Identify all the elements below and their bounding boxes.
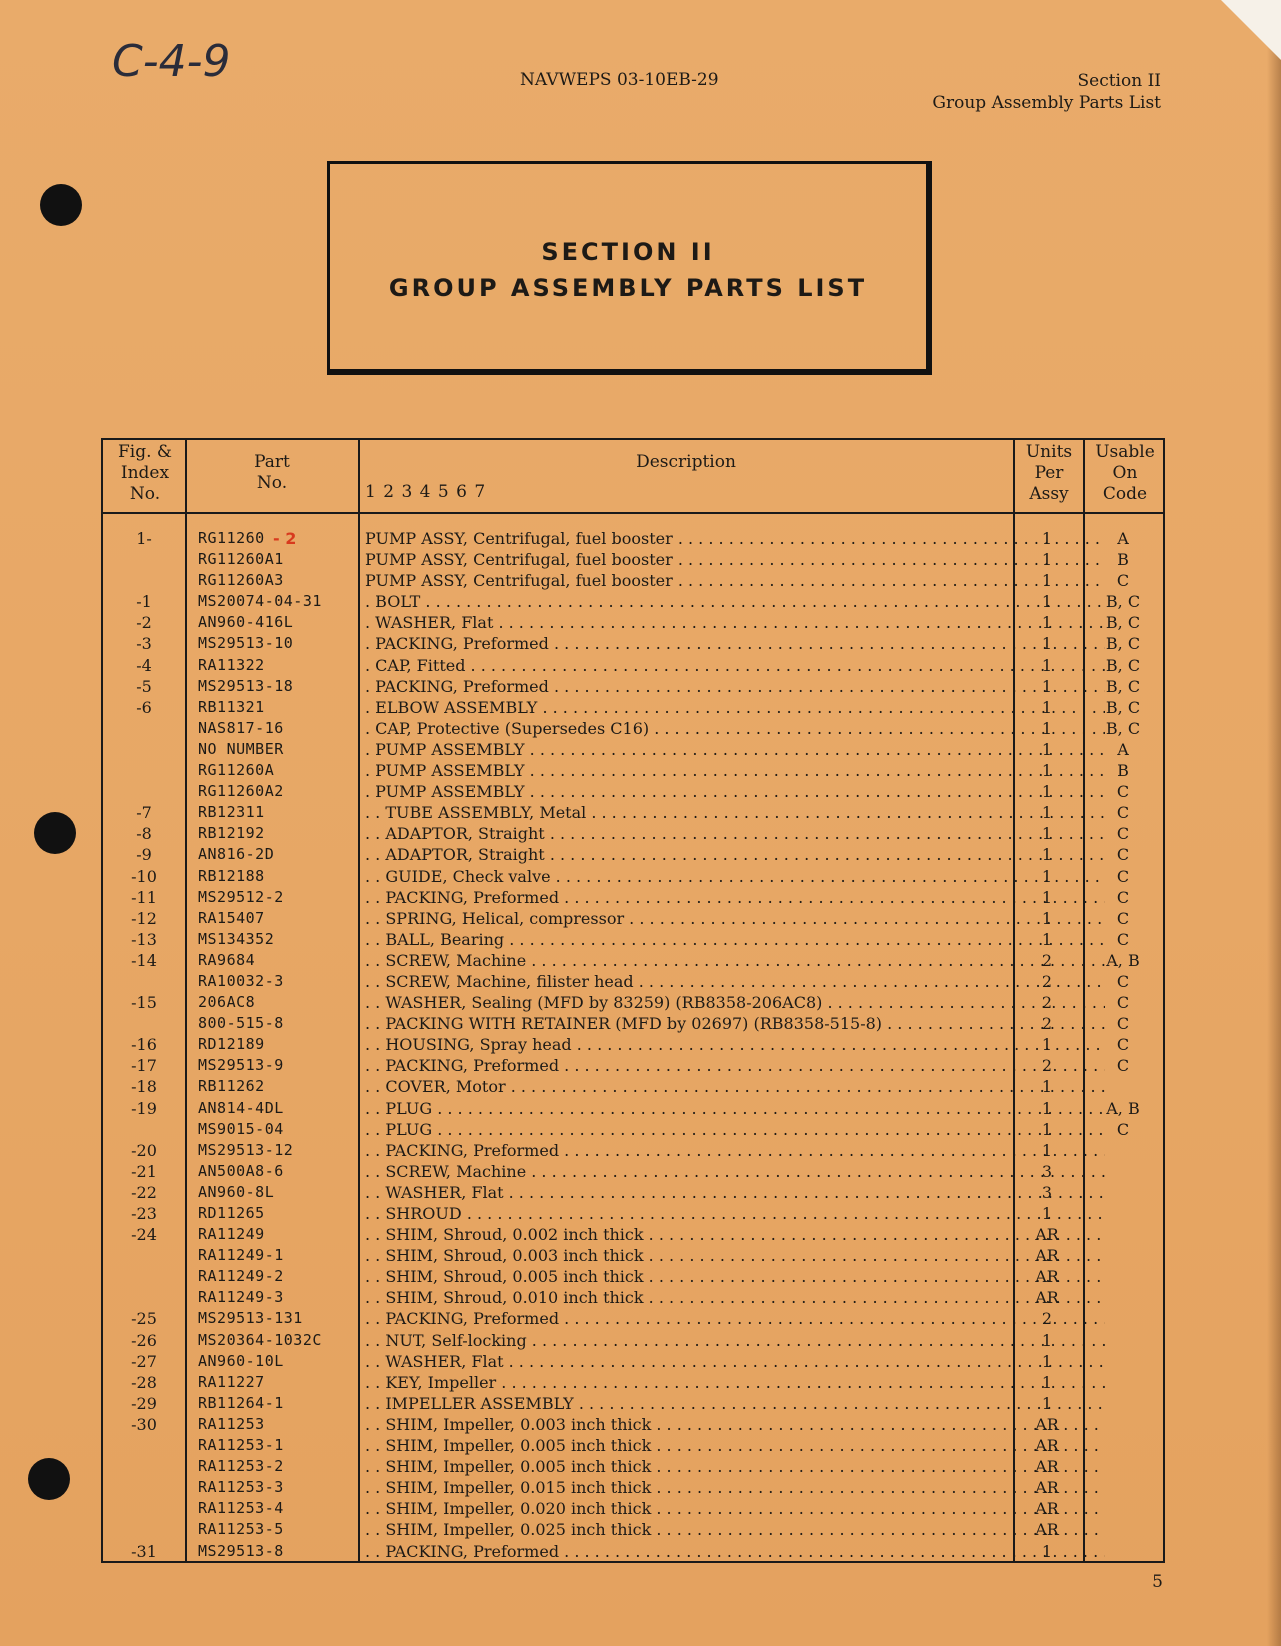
units-cell: 1 [1041, 1372, 1053, 1392]
description-cell: PUMP ASSY, Centrifugal, fuel booster . . . [365, 528, 1105, 549]
index-cell: -12 [131, 908, 157, 928]
index-cell: -25 [131, 1309, 157, 1329]
table-body [103, 528, 1163, 1562]
table-row [103, 1308, 1163, 1329]
usable-code-cell: C [1116, 1035, 1130, 1055]
description-cell: . . ADAPTOR, Straight . . . [365, 844, 1105, 865]
description-cell: . . SHIM, Impeller, 0.005 inch thick . . . [365, 1435, 1105, 1456]
description-cell: . . PACKING, Preformed . . . [365, 1055, 1105, 1076]
index-cell: -8 [136, 824, 152, 844]
description-cell: . . KEY, Impeller . . . [365, 1372, 1105, 1393]
usable-code-cell: C [1116, 929, 1130, 949]
table-row [103, 950, 1163, 971]
units-cell: 1 [1041, 655, 1053, 675]
header-units: Units Per Assy [1025, 442, 1073, 504]
index-cell: -3 [136, 634, 152, 654]
page-number: 5 [1152, 1572, 1163, 1592]
units-cell: 1 [1041, 676, 1053, 696]
usable-code-cell: B [1117, 550, 1129, 570]
index-cell: -9 [136, 845, 152, 865]
part-number-cell: RB11321 [198, 697, 265, 716]
part-number-cell: MS29513-9 [198, 1056, 284, 1075]
units-cell: 1 [1041, 866, 1053, 886]
index-cell: -28 [131, 1372, 157, 1392]
table-row [103, 1076, 1163, 1097]
table-row [103, 1182, 1163, 1203]
part-number-cell: RA11253-2 [198, 1457, 284, 1476]
table-row [103, 802, 1163, 823]
index-cell: -31 [131, 1541, 157, 1561]
index-cell: -24 [131, 1225, 157, 1245]
index-cell: -13 [131, 929, 157, 949]
units-cell: 1 [1041, 929, 1053, 949]
table-row [103, 823, 1163, 844]
index-cell: -18 [131, 1077, 157, 1097]
description-cell: . . PACKING, Preformed . . . [365, 887, 1105, 908]
part-number-cell: MS29513-8 [198, 1541, 284, 1560]
usable-code-cell: A, B [1106, 1098, 1140, 1118]
description-cell: . PACKING, Preformed . . . [365, 676, 1105, 697]
table-row [103, 1330, 1163, 1351]
units-cell: AR [1035, 1225, 1059, 1245]
table-row [103, 760, 1163, 781]
description-cell: . . SHIM, Shroud, 0.010 inch thick . . . [365, 1287, 1105, 1308]
units-cell: 1 [1041, 803, 1053, 823]
table-row [103, 1372, 1163, 1393]
table-row [103, 1203, 1163, 1224]
description-cell: . . NUT, Self-locking . . . [365, 1330, 1105, 1351]
part-number-cell: RD11265 [198, 1204, 265, 1222]
header-divider [103, 512, 1163, 514]
table-row [103, 1541, 1163, 1562]
description-cell: . . ADAPTOR, Straight . . . [365, 823, 1105, 844]
description-cell: . . IMPELLER ASSEMBLY . . . [365, 1393, 1105, 1414]
description-cell: . . SPRING, Helical, compressor . . . [365, 908, 1105, 929]
units-cell: 2 [1041, 950, 1053, 970]
part-number-cell: RB12192 [198, 824, 265, 843]
usable-code-cell: C [1116, 993, 1130, 1013]
units-cell: 1 [1041, 782, 1053, 802]
index-cell: -27 [131, 1351, 157, 1371]
units-cell: AR [1035, 1288, 1059, 1308]
units-cell: 1 [1041, 1351, 1053, 1371]
table-row [103, 1034, 1163, 1055]
table-row [103, 655, 1163, 676]
part-number-cell: AN960-8L [198, 1182, 275, 1201]
table-row [103, 1287, 1163, 1308]
units-cell: AR [1035, 1499, 1059, 1519]
part-number-cell: MS29513-18 [198, 676, 294, 695]
header-index: Fig. & Index No. [117, 442, 173, 504]
table-row [103, 1013, 1163, 1034]
part-number-cell: RA11322 [198, 655, 265, 674]
description-cell: PUMP ASSY, Centrifugal, fuel booster . . . [365, 570, 1105, 591]
index-cell: -15 [131, 993, 157, 1013]
index-cell: -21 [131, 1161, 157, 1181]
table-row [103, 739, 1163, 760]
part-number-cell: RB11262 [198, 1077, 265, 1096]
description-cell: . . PLUG . . . [365, 1119, 1105, 1140]
index-cell: -16 [131, 1035, 157, 1055]
page-edge-shadow [1267, 0, 1281, 1646]
table-row [103, 1140, 1163, 1161]
table-row [103, 1519, 1163, 1540]
part-number-cell: RD12189 [198, 1035, 265, 1054]
index-cell: -6 [136, 697, 152, 717]
table-row [103, 781, 1163, 802]
usable-code-cell: B, C [1105, 676, 1141, 696]
description-cell: . . TUBE ASSEMBLY, Metal . . . [365, 802, 1105, 823]
usable-code-cell: B [1117, 761, 1129, 781]
part-number-cell: RB12188 [198, 866, 265, 885]
units-cell: 1 [1041, 1140, 1053, 1160]
usable-code-cell: C [1116, 887, 1130, 907]
table-row [103, 528, 1163, 549]
table-row [103, 971, 1163, 992]
table-row [103, 633, 1163, 654]
description-cell: . PUMP ASSEMBLY . . . [365, 760, 1105, 781]
table-row [103, 1224, 1163, 1245]
part-number-cell: RA11253-3 [198, 1478, 284, 1497]
part-number-cell: MS134352 [198, 929, 275, 948]
index-cell: -7 [136, 803, 152, 823]
table-row [103, 697, 1163, 718]
table-row [103, 1393, 1163, 1414]
description-cell: . WASHER, Flat . . . [365, 612, 1105, 633]
handwritten-suffix: - 2 [273, 529, 297, 548]
units-cell: 1 [1041, 1393, 1053, 1413]
index-cell: -23 [131, 1204, 157, 1223]
units-cell: 1 [1041, 697, 1053, 717]
part-number-cell: RG11260A2 [198, 782, 284, 801]
index-cell: -10 [131, 866, 157, 886]
units-cell: 1 [1041, 761, 1053, 781]
table-row [103, 1435, 1163, 1456]
table-row [103, 908, 1163, 929]
description-cell: . CAP, Protective (Supersedes C16) . . . [365, 718, 1105, 739]
table-row [103, 1055, 1163, 1076]
description-cell: . . SCREW, Machine, filister head . . . [365, 971, 1105, 992]
part-number-cell: AN816-2D [198, 845, 275, 864]
index-cell: -1 [136, 592, 152, 612]
units-cell: AR [1035, 1246, 1059, 1266]
header-part: Part No. [254, 452, 290, 493]
table-row [103, 1119, 1163, 1140]
table-row [103, 718, 1163, 739]
description-cell: . . SHIM, Shroud, 0.002 inch thick . . . [365, 1224, 1105, 1245]
units-cell: 2 [1041, 1309, 1053, 1329]
description-cell: . . PACKING, Preformed . . . [365, 1308, 1105, 1329]
units-cell: 1 [1041, 550, 1053, 570]
description-cell: . . SHIM, Impeller, 0.015 inch thick . . . [365, 1477, 1105, 1498]
description-cell: . BOLT . . . [365, 591, 1105, 612]
units-cell: 1 [1041, 592, 1053, 612]
description-cell: . ELBOW ASSEMBLY . . . [365, 697, 1105, 718]
units-cell: AR [1035, 1520, 1059, 1540]
units-cell: 1 [1041, 529, 1053, 548]
binder-hole [28, 1458, 70, 1500]
description-cell: . . SHIM, Impeller, 0.020 inch thick . . . [365, 1498, 1105, 1519]
description-cell: . . SHIM, Impeller, 0.003 inch thick . . . [365, 1414, 1105, 1435]
table-row [103, 612, 1163, 633]
description-cell: . . PACKING WITH RETAINER (MFD by 02697) (RB8358-515-8) . . . [365, 1013, 1105, 1034]
units-cell: 2 [1041, 993, 1053, 1013]
units-cell: 3 [1041, 1182, 1053, 1202]
usable-code-cell: B, C [1105, 613, 1141, 633]
part-number-cell: RB12311 [198, 803, 265, 822]
part-number-cell: RA11249-2 [198, 1267, 284, 1286]
usable-code-cell: C [1116, 824, 1130, 844]
usable-code-cell: C [1116, 971, 1130, 991]
part-number-cell: MS29513-10 [198, 634, 294, 653]
usable-code-cell: A [1117, 529, 1129, 548]
folded-corner [1221, 0, 1281, 60]
description-cell: . . WASHER, Sealing (MFD by 83259) (RB8358-206AC8) . . . [365, 992, 1105, 1013]
units-cell: 1 [1041, 845, 1053, 865]
index-cell: -2 [136, 613, 152, 633]
index-cell: -22 [131, 1182, 157, 1202]
usable-code-cell: A [1117, 739, 1129, 759]
index-cell: -14 [131, 950, 157, 970]
description-cell: . . SHROUD . . . [365, 1203, 1105, 1224]
description-cell: . . SHIM, Impeller, 0.005 inch thick . . . [365, 1456, 1105, 1477]
part-number-cell: RA11253-5 [198, 1520, 284, 1539]
units-cell: 1 [1041, 739, 1053, 759]
usable-code-cell: B, C [1105, 655, 1141, 675]
description-cell: PUMP ASSY, Centrifugal, fuel booster . . . [365, 549, 1105, 570]
index-cell: -19 [131, 1098, 157, 1118]
units-cell: 1 [1041, 824, 1053, 844]
section-title: SECTION II [541, 238, 715, 266]
description-cell: . . SCREW, Machine . . . [365, 950, 1105, 971]
part-number-cell: RA11253 [198, 1414, 265, 1433]
units-cell: 1 [1041, 634, 1053, 654]
units-cell: 2 [1041, 1014, 1053, 1034]
description-cell: . PACKING, Preformed . . . [365, 633, 1105, 654]
index-cell: 1- [136, 529, 152, 548]
units-cell: 1 [1041, 613, 1053, 633]
part-number-cell: RG11260 [198, 529, 265, 547]
section-header [932, 70, 1161, 114]
part-number-cell: MS29513-131 [198, 1309, 303, 1328]
part-number-cell: RA11249-3 [198, 1288, 284, 1307]
units-cell: 1 [1041, 1035, 1053, 1055]
units-cell: AR [1035, 1436, 1059, 1456]
units-cell: AR [1035, 1414, 1059, 1434]
description-cell: . CAP, Fitted . . . [365, 655, 1105, 676]
table-row [103, 929, 1163, 950]
table-row [103, 570, 1163, 591]
usable-code-cell: C [1116, 803, 1130, 823]
index-cell: -29 [131, 1393, 157, 1413]
index-cell: -11 [131, 887, 157, 907]
table-row [103, 1498, 1163, 1519]
table-row [103, 1351, 1163, 1372]
usable-code-cell: C [1116, 908, 1130, 928]
description-cell: . . GUIDE, Check valve . . . [365, 866, 1105, 887]
description-cell: . . WASHER, Flat . . . [365, 1182, 1105, 1203]
parts-list-table [101, 438, 1165, 1563]
document-number: NAVWEPS 03-10EB-29 [520, 70, 719, 90]
part-number-cell: MS20074-04-31 [198, 592, 322, 611]
table-row [103, 549, 1163, 570]
table-row [103, 1414, 1163, 1435]
part-number-cell: RA9684 [198, 950, 256, 969]
binder-hole [34, 812, 76, 854]
table-row [103, 866, 1163, 887]
table-row [103, 1456, 1163, 1477]
description-cell: . PUMP ASSEMBLY . . . [365, 739, 1105, 760]
usable-code-cell: A, B [1106, 950, 1140, 970]
units-cell: 1 [1041, 908, 1053, 928]
part-number-cell: MS29512-2 [198, 887, 284, 906]
binder-hole [40, 184, 82, 226]
units-cell: 1 [1041, 571, 1053, 591]
description-cell: . . HOUSING, Spray head . . . [365, 1034, 1105, 1055]
table-row [103, 1161, 1163, 1182]
part-number-cell: AN814-4DL [198, 1098, 284, 1117]
part-number-cell: 800-515-8 [198, 1014, 284, 1033]
units-cell: 2 [1041, 1056, 1053, 1076]
header-code: Usable On Code [1095, 442, 1155, 504]
table-row [103, 591, 1163, 612]
table-row [103, 1245, 1163, 1266]
units-cell: 1 [1041, 1119, 1053, 1139]
description-cell: . . SHIM, Shroud, 0.003 inch thick . . . [365, 1245, 1105, 1266]
units-cell: AR [1035, 1478, 1059, 1498]
description-cell: . . SHIM, Shroud, 0.005 inch thick . . . [365, 1266, 1105, 1287]
section-subtitle: Group Assembly Parts List [932, 93, 1161, 113]
part-number-cell: MS20364-1032C [198, 1330, 322, 1349]
table-row [103, 887, 1163, 908]
index-cell: -4 [136, 655, 152, 675]
units-cell: 1 [1041, 718, 1053, 738]
index-cell: -30 [131, 1414, 157, 1434]
usable-code-cell: C [1116, 845, 1130, 865]
description-cell: . PUMP ASSEMBLY . . . [365, 781, 1105, 802]
part-number-cell: 206AC8 [198, 993, 256, 1012]
part-number-cell: AN500A8-6 [198, 1161, 284, 1180]
description-cell: . . PLUG . . . [365, 1098, 1105, 1119]
index-cell: -5 [136, 676, 152, 696]
table-row [103, 1266, 1163, 1287]
part-number-cell: RG11260A [198, 761, 275, 780]
usable-code-cell: B, C [1105, 718, 1141, 738]
description-cell: . . SCREW, Machine . . . [365, 1161, 1105, 1182]
usable-code-cell: C [1116, 1014, 1130, 1034]
index-cell: -20 [131, 1140, 157, 1160]
part-number-cell: RA11253-4 [198, 1499, 284, 1518]
header-indent-digits: 1 2 3 4 5 6 7 [365, 482, 487, 502]
description-cell: . . BALL, Bearing . . . [365, 929, 1105, 950]
description-cell: . . PACKING, Preformed . . . [365, 1541, 1105, 1562]
units-cell: 1 [1041, 1541, 1053, 1561]
table-row [103, 676, 1163, 697]
part-number-cell: MS29513-12 [198, 1140, 294, 1159]
usable-code-cell: B, C [1105, 592, 1141, 612]
handwritten-note: C-4-9 [112, 36, 231, 87]
section-subtitle-title: GROUP ASSEMBLY PARTS LIST [388, 274, 868, 302]
units-cell: AR [1035, 1267, 1059, 1287]
part-number-cell: RA10032-3 [198, 971, 284, 990]
part-number-cell: RG11260A3 [198, 571, 284, 590]
part-number-cell: RG11260A1 [198, 550, 284, 569]
part-number-cell: RA11249 [198, 1225, 265, 1244]
table-row [103, 1098, 1163, 1119]
units-cell: 2 [1041, 971, 1053, 991]
part-number-cell: RA11227 [198, 1372, 265, 1391]
usable-code-cell: C [1116, 1119, 1130, 1139]
part-number-cell: NO NUMBER [198, 739, 284, 758]
part-number-cell: AN960-416L [198, 613, 294, 632]
description-cell: . . WASHER, Flat . . . [365, 1351, 1105, 1372]
usable-code-cell: B, C [1105, 697, 1141, 717]
section-title-box [327, 161, 932, 375]
usable-code-cell: C [1116, 571, 1130, 591]
part-number-cell: AN960-10L [198, 1351, 284, 1370]
description-cell: . . SHIM, Impeller, 0.025 inch thick . . . [365, 1519, 1105, 1540]
units-cell: 1 [1041, 1077, 1053, 1097]
usable-code-cell: B, C [1105, 634, 1141, 654]
description-cell: . . COVER, Motor . . . [365, 1076, 1105, 1097]
section-label: Section II [1077, 71, 1161, 91]
usable-code-cell: C [1116, 866, 1130, 886]
units-cell: 3 [1041, 1161, 1053, 1181]
part-number-cell: MS9015-04 [198, 1119, 284, 1138]
header-description: Description [636, 452, 736, 472]
index-cell: -26 [131, 1330, 157, 1350]
units-cell: 1 [1041, 1098, 1053, 1118]
units-cell: 1 [1041, 1330, 1053, 1350]
units-cell: 1 [1041, 887, 1053, 907]
part-number-cell: RB11264-1 [198, 1393, 284, 1412]
part-number-cell: RA11249-1 [198, 1246, 284, 1265]
table-row [103, 844, 1163, 865]
part-number-cell: RA11253-1 [198, 1436, 284, 1455]
description-cell: . . PACKING, Preformed . . . [365, 1140, 1105, 1161]
units-cell: 1 [1041, 1204, 1053, 1223]
part-number-cell: RA15407 [198, 908, 265, 927]
part-number-cell: NAS817-16 [198, 718, 284, 737]
usable-code-cell: C [1116, 782, 1130, 802]
units-cell: AR [1035, 1457, 1059, 1477]
usable-code-cell: C [1116, 1056, 1130, 1076]
table-row [103, 992, 1163, 1013]
table-row [103, 1477, 1163, 1498]
index-cell: -17 [131, 1056, 157, 1076]
